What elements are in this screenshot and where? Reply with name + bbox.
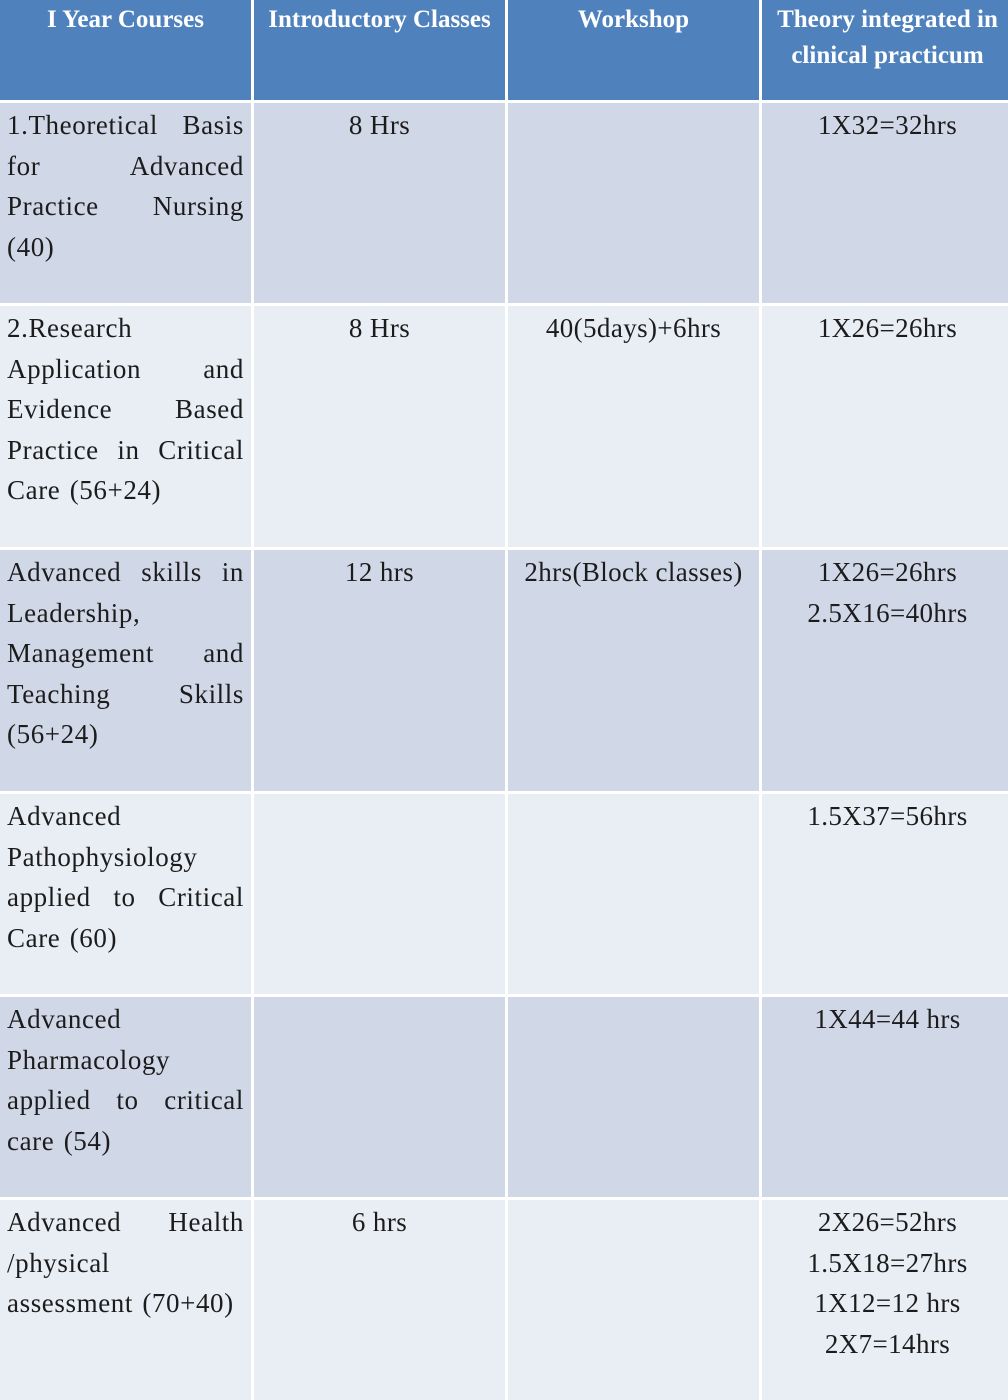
- theory-integrated-cell: [762, 550, 1008, 791]
- introductory-classes-cell: 6 hrs: [254, 1200, 505, 1400]
- theory-line: 1.5X18=27hrs: [807, 1247, 968, 1278]
- theory-integrated-cell: [762, 1200, 1008, 1400]
- course-name-cell: Advanced Pharmacology applied to critical care (54): [0, 997, 251, 1197]
- theory-integrated-cell: [762, 306, 1008, 547]
- header-theory-integrated: Theory integrated in clinical practicum: [762, 0, 1008, 100]
- introductory-classes-cell: [254, 997, 505, 1197]
- course-name-cell: Advanced Pathophysiology applied to Critical Care (60): [0, 794, 251, 994]
- theory-line: 2X26=52hrs: [817, 1207, 958, 1237]
- theory-integrated-cell: [762, 794, 1008, 994]
- theory-line: 2X7=14hrs: [824, 1328, 951, 1359]
- theory-line: 1X44=44 hrs: [814, 1004, 961, 1034]
- header-introductory-classes: Introductory Classes: [254, 0, 505, 100]
- theory-line: 1X12=12 hrs: [814, 1288, 961, 1318]
- introductory-classes-cell: [254, 794, 505, 994]
- theory-line: 1X32=32hrs: [817, 110, 958, 140]
- theory-line: 1X26=26hrs: [817, 313, 958, 343]
- course-name-cell: Advanced Health /physical assessment (70+40): [0, 1200, 251, 1400]
- theory-line: 1.5X37=56hrs: [807, 801, 968, 831]
- theory-line: 2.5X16=40hrs: [807, 597, 968, 628]
- workshop-cell: [508, 794, 759, 994]
- theory-integrated-cell: [762, 103, 1008, 303]
- header-courses: I Year Courses: [0, 0, 251, 100]
- introductory-classes-cell: 12 hrs: [254, 550, 505, 791]
- header-workshop: Workshop: [508, 0, 759, 100]
- introductory-classes-cell: 8 Hrs: [254, 103, 505, 303]
- workshop-cell: [508, 1200, 759, 1400]
- course-name-cell: 2.Research Application and Evidence Based Practice in Critical Care (56+24): [0, 306, 251, 547]
- workshop-cell: [508, 997, 759, 1197]
- workshop-cell: 2hrs(Block classes): [508, 550, 759, 791]
- introductory-classes-cell: 8 Hrs: [254, 306, 505, 547]
- course-name-cell: 1.Theoretical Basis for Advanced Practice Nursing (40): [0, 103, 251, 303]
- theory-integrated-cell: [762, 997, 1008, 1197]
- theory-line: 1X26=26hrs: [817, 557, 958, 587]
- workshop-cell: [508, 103, 759, 303]
- workshop-cell: 40(5days)+6hrs: [508, 306, 759, 547]
- course-name-cell: Advanced skills in Leadership, Management and Teaching Skills (56+24): [0, 550, 251, 791]
